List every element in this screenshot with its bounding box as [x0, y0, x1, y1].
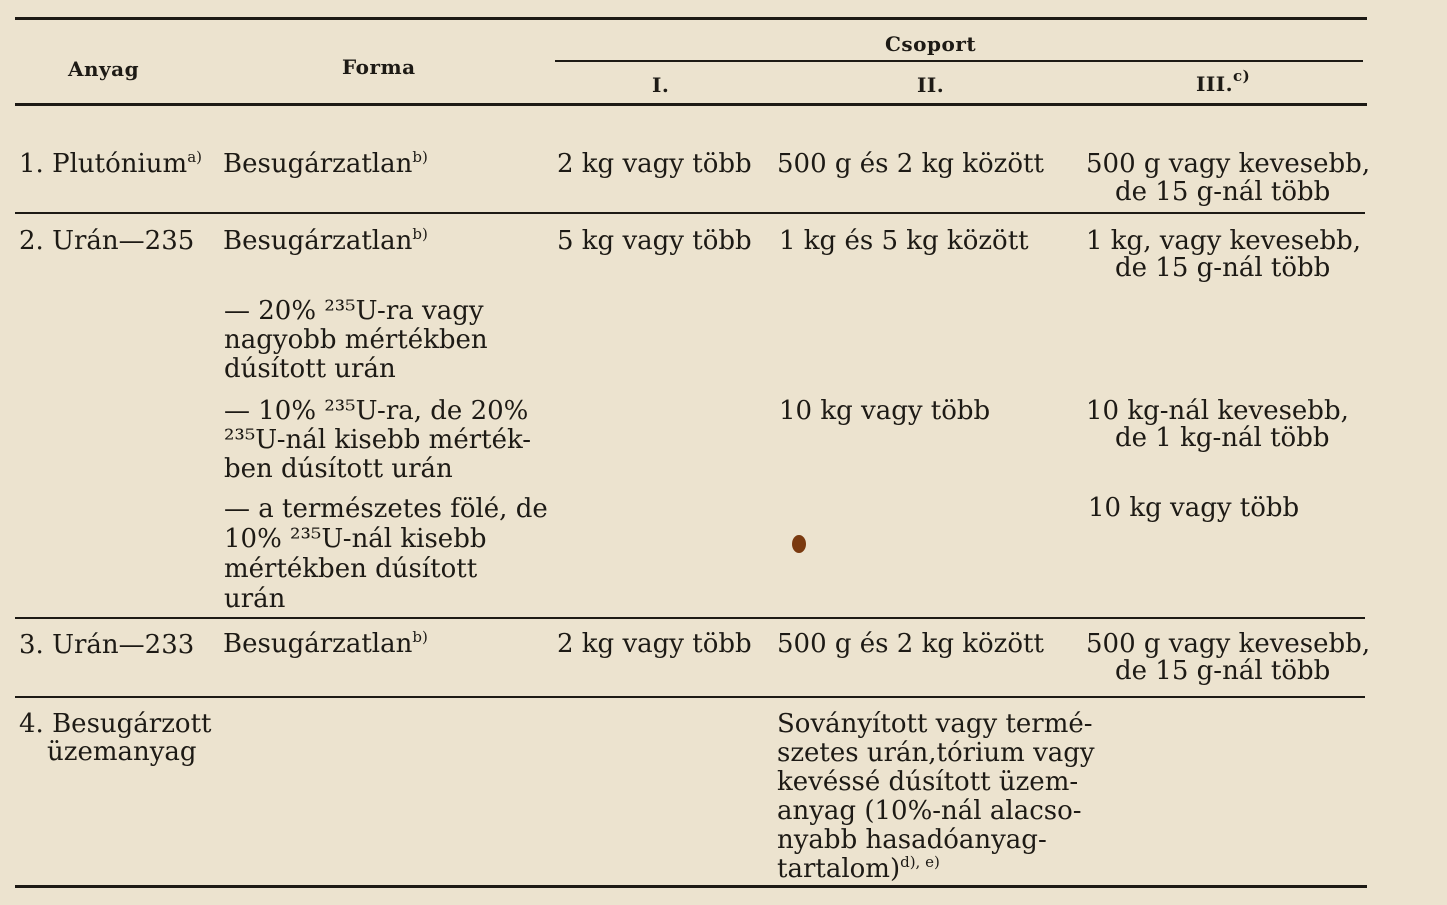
- header-group-3-label: III.: [1196, 72, 1234, 96]
- row3-material: 3. Urán—233: [19, 630, 195, 660]
- row3-group3-line1: 500 g vagy kevesebb,: [1086, 629, 1371, 659]
- header-anyag: Anyag: [68, 57, 140, 81]
- header-group-1: I.: [652, 73, 670, 97]
- row3-form-label: Besugárzatlan: [223, 629, 413, 659]
- header-csoport: Csoport: [885, 32, 977, 56]
- header-bottom-rule: [15, 103, 1367, 106]
- row2-sub2-group3-line2: de 1 kg-nál több: [1115, 423, 1330, 453]
- row1-material-label: 1. Plutónium: [19, 149, 188, 179]
- row2-form-note: b): [412, 225, 428, 243]
- row2-sub3-group3: 10 kg vagy több: [1088, 493, 1300, 523]
- row-rule-2: [15, 617, 1365, 619]
- row2-group3-line2: de 15 g-nál több: [1115, 253, 1331, 283]
- header-group-3-note: c): [1233, 67, 1251, 85]
- header-forma: Forma: [342, 55, 416, 79]
- row2-sub2-line2: ²³⁵U-nál kisebb mérték-: [224, 425, 532, 455]
- row1-form-label: Besugárzatlan: [223, 149, 413, 179]
- table-top-rule: [15, 17, 1367, 20]
- row2-sub1-line1: — 20% ²³⁵U-ra vagy: [224, 296, 484, 326]
- row2-sub2-line3: ben dúsított urán: [224, 454, 453, 484]
- row1-material-note: a): [187, 148, 202, 166]
- header-group-2: II.: [917, 73, 945, 97]
- row3-form-note: b): [412, 628, 428, 646]
- row2-sub1-line2: nagyobb mértékben: [224, 325, 488, 355]
- row1-group3-line2: de 15 g-nál több: [1115, 177, 1331, 207]
- row2-sub3-line2: 10% ²³⁵U-nál kisebb: [224, 524, 487, 554]
- row1-group3-line1: 500 g vagy kevesebb,: [1086, 149, 1371, 179]
- row1-material: [19, 149, 202, 179]
- row2-sub1-line3: dúsított urán: [224, 354, 396, 384]
- row2-sub3-line3: mértékben dúsított: [224, 554, 478, 584]
- row-rule-1: [15, 212, 1365, 214]
- table-bottom-rule: [15, 885, 1367, 888]
- header-group-3: [1196, 67, 1251, 96]
- row4-group2-line6-label: tartalom): [777, 854, 901, 884]
- row2-material: 2. Urán—235: [19, 226, 195, 256]
- row2-group1: 5 kg vagy több: [557, 226, 752, 256]
- row4-group2-line1: Soványított vagy termé-: [777, 709, 1093, 739]
- row1-group2: 500 g és 2 kg között: [777, 149, 1044, 179]
- row4-group2-line4: anyag (10%-nál alacso-: [777, 796, 1082, 826]
- row2-sub2-group3-line1: 10 kg-nál kevesebb,: [1086, 396, 1349, 426]
- row1-group1: 2 kg vagy több: [557, 149, 752, 179]
- row1-form: [223, 149, 428, 179]
- row2-sub2-line1: — 10% ²³⁵U-ra, de 20%: [224, 396, 529, 426]
- ink-stain: [792, 535, 806, 553]
- row3-group2: 500 g és 2 kg között: [777, 629, 1044, 659]
- row2-form: [223, 226, 428, 256]
- row4-group2-note: d), e): [900, 853, 940, 871]
- row1-form-note: b): [412, 148, 428, 166]
- row4-material-line1: 4. Besugárzott: [19, 709, 212, 739]
- row2-group2: 1 kg és 5 kg között: [779, 226, 1029, 256]
- row4-group2-line6: [777, 854, 940, 884]
- row4-group2-line3: kevéssé dúsított üzem-: [777, 767, 1079, 797]
- row2-group3-line1: 1 kg, vagy kevesebb,: [1086, 226, 1362, 256]
- row2-sub3-line1: — a természetes fölé, de: [224, 494, 548, 524]
- row-rule-3: [15, 696, 1365, 698]
- row4-material-line2: üzemanyag: [47, 737, 197, 767]
- row3-group1: 2 kg vagy több: [557, 629, 752, 659]
- row3-form: [223, 629, 428, 659]
- row4-group2-line2: szetes urán,tórium vagy: [777, 738, 1095, 768]
- row4-group2-line5: nyabb hasadóanyag-: [777, 825, 1047, 855]
- row2-sub2-group2: 10 kg vagy több: [779, 396, 991, 426]
- csoport-rule: [555, 60, 1363, 62]
- row2-form-label: Besugárzatlan: [223, 226, 413, 256]
- row3-group3-line2: de 15 g-nál több: [1115, 656, 1331, 686]
- row2-sub3-line4: urán: [224, 584, 286, 614]
